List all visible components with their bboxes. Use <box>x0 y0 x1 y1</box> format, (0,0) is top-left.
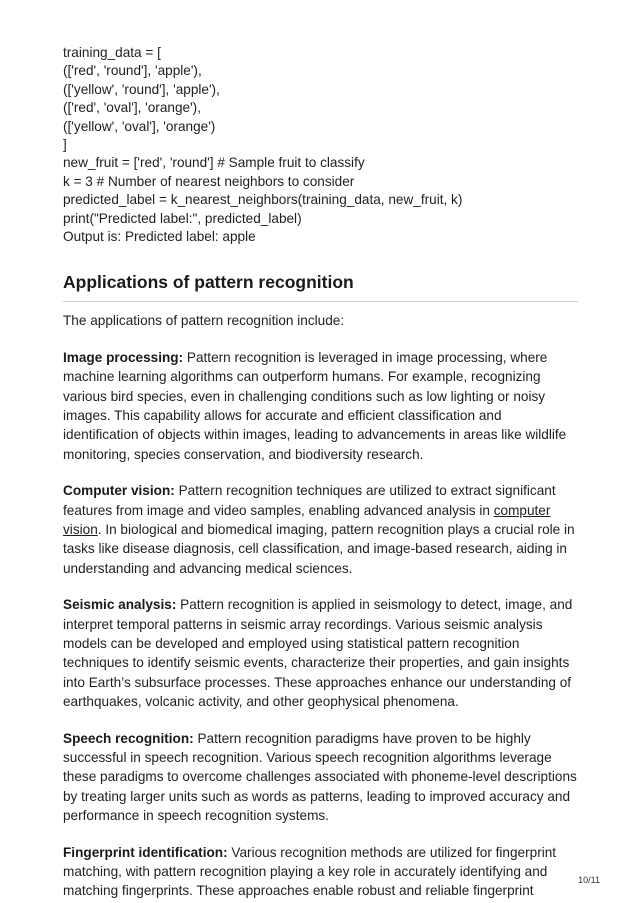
paragraph-speech-recognition <box>63 729 578 826</box>
section-heading: Applications of pattern recognition <box>63 272 354 293</box>
paragraph-computer-vision <box>63 481 578 578</box>
code-line: print("Predicted label:", predicted_label) <box>63 210 302 226</box>
code-line: (['red', 'round'], 'apple'), <box>63 63 202 79</box>
term-label: Computer vision: <box>63 483 175 499</box>
paragraph-body: . In biological and biomedical imaging, pattern recognition plays a crucial role in tasks like disease diagnosis, cell classification, and image-based research, aiding in understanding and advancing medical sciences. <box>63 521 575 576</box>
code-line: Output is: Predicted label: apple <box>63 228 256 244</box>
code-line: k = 3 # Number of nearest neighbors to consider <box>63 173 355 189</box>
document-page <box>63 44 578 901</box>
heading-divider <box>63 301 578 302</box>
paragraph-body: Pattern recognition paradigms have proven to be highly successful in speech recognition. Various speech recognition algorithms leverage these paradigms to overcome challenges associated with phoneme-level descriptions by treating larger units such as words as patterns, leading to improved accuracy and performance in speech recognition systems. <box>63 730 577 824</box>
computer-vision-link[interactable]: computer vision <box>63 502 551 537</box>
intro-text: The applications of pattern recognition include: <box>63 313 345 329</box>
paragraph-body: Various recognition methods are utilized for fingerprint matching, with pattern recognition playing a key role in accurately identifying and matching fingerprints. These approaches enable robust and reliable fingerprint <box>63 844 557 899</box>
code-line: (['red', 'oval'], 'orange'), <box>63 100 201 116</box>
code-line: predicted_label = k_nearest_neighbors(training_data, new_fruit, k) <box>63 192 463 208</box>
paragraph-seismic-analysis <box>63 595 578 711</box>
code-line: (['yellow', 'oval'], 'orange') <box>63 118 216 134</box>
paragraph-body: Pattern recognition is applied in seismology to detect, image, and interpret temporal patterns in seismic array recordings. Various seismic analysis models can be developed and employed using statistical pattern recognition techniques to identify seismic events, characterize their properties, and gain insights into Earth’s subsurface processes. These approaches enhance our understanding of earthquakes, volcanic activity, and other geophysical phenomena. <box>63 597 573 710</box>
code-line: (['yellow', 'round'], 'apple'), <box>63 81 220 97</box>
code-line: new_fruit = ['red', 'round'] # Sample fruit to classify <box>63 155 365 171</box>
page-number: 10/11 <box>578 875 600 885</box>
paragraph-body: Pattern recognition is leveraged in image processing, where machine learning algorithms can outperform humans. For example, recognizing various bird species, even in challenging conditions such as low lighting or noisy images. This capability allows for accurate and efficient classification and identification of objects within images, leading to advancements in areas like wildlife monitoring, species conservation, and biodiversity research. <box>63 349 567 462</box>
term-label: Image processing: <box>63 349 184 365</box>
paragraph-fingerprint-identification <box>63 843 578 901</box>
term-label: Speech recognition: <box>63 730 194 746</box>
code-line: ] <box>63 136 67 152</box>
term-label: Seismic analysis: <box>63 597 177 613</box>
paragraph-body: Pattern recognition techniques are utilized to extract significant features from image and video samples, enabling advanced analysis in <box>63 483 556 518</box>
paragraph-image-processing <box>63 348 578 464</box>
term-label: Fingerprint identification: <box>63 844 228 860</box>
code-block <box>63 44 578 246</box>
code-line: training_data = [ <box>63 45 161 60</box>
